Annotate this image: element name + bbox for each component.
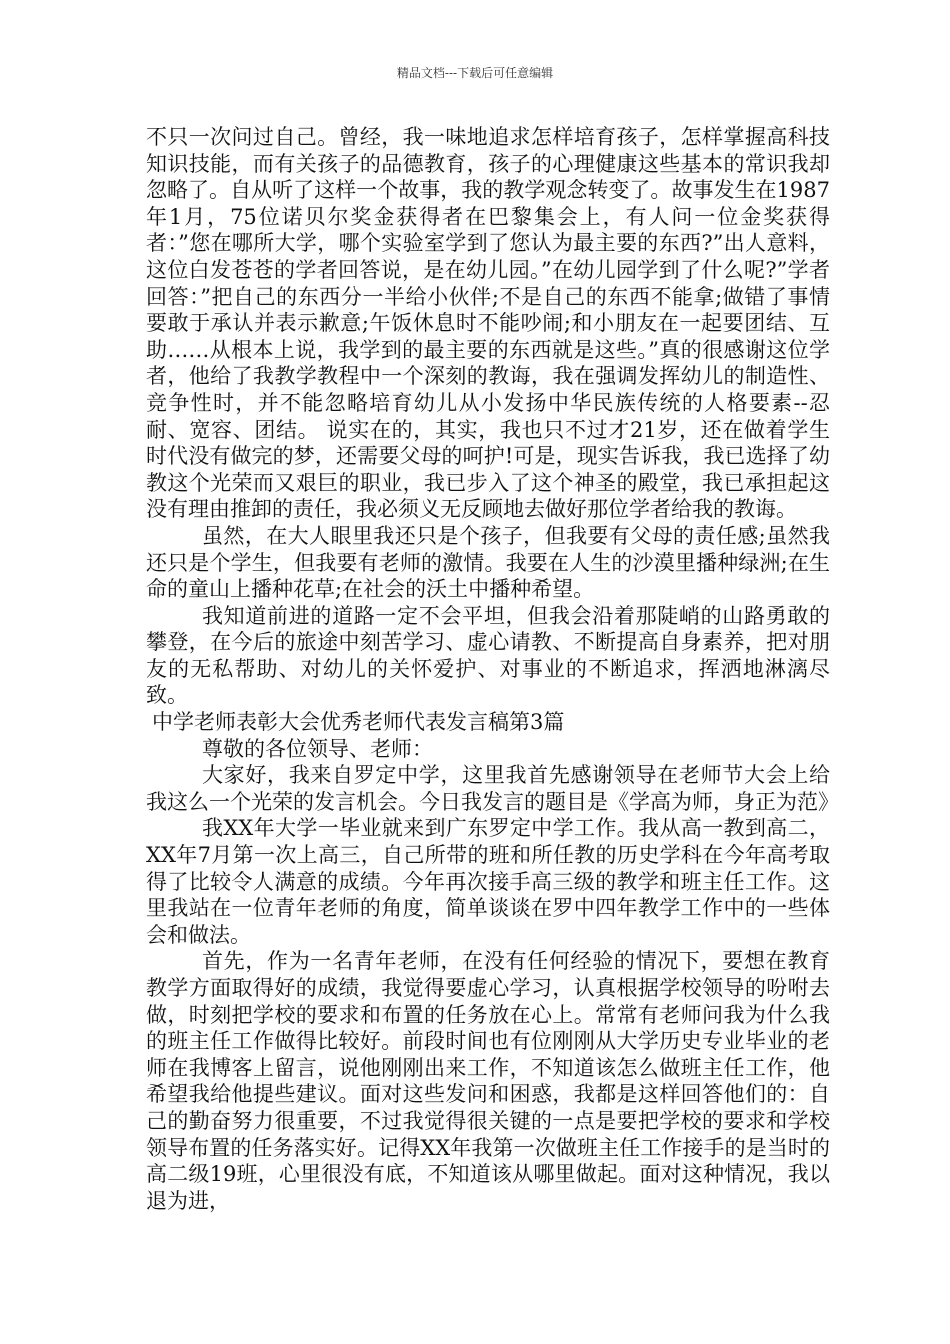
page-header: 精品文档---下载后可任意编辑 — [396, 66, 554, 80]
body-paragraph: 大家好，我来自罗定中学，这里我首先感谢领导在老师节大会上给我这么一个光荣的发言机会。今日我发言的题目是《学高为师，身正为范》 — [146, 763, 839, 814]
body-paragraph: 不只一次问过自己。曾经，我一味地追求怎样培育孩子，怎样掌握高科技知识技能，而有关孩子的品德教育，孩子的心理健康这些基本的常识我却忽略了。自从听了这样一个故事，我的教学观念转变了。故事发生在1987年1月，75位诺贝尔奖金获得者在巴黎集会上，有人问一位金奖获得者：”您在哪所大学，哪个实验室学到了您认为最主要的东西?”出人意料，这位白发苍苍的学者回答说，是在幼儿园。”在幼儿园学到了什么呢?”学者回答：”把自己的东西分一半给小伙伴;不是自己的东西不能拿;做错了事情要敢于承认并表示歉意;午饭休息时不能吵闹;和小朋友在一起要团结、互助……从根本上说，我学到的最主要的东西就是这些。”真的很感谢这位学者，他给了我教学教程中一个深刻的教诲，我在强调发挥幼儿的制造性、竞争性时，并不能忽略培育幼儿从小发扬中华民族传统的人格要素--忍耐、宽容、团结。 说实在的，其实，我也只不过才21岁，还在做着学生时代没有做完的梦，还需要父母的呵护!可是，现实告诉我，我已选择了幼教这个光荣而又艰巨的职业，我已步入了这个神圣的殿堂，我已承担起这没有理由推卸的责任，我必须义无反顾地去做好那位学者给我的教诲。 — [146, 125, 830, 522]
body-paragraph: 首先，作为一名青年老师，在没有任何经验的情况下，要想在教育教学方面取得好的成绩，我觉得要虚心学习，认真根据学校领导的吩咐去做，时刻把学校的要求和布置的任务放在心上。常常有老师问我为什么我的班主任工作做得比较好。前段时间也有位刚刚从大学历史专业毕业的老师在我博客上留言，说他刚刚出来工作，不知道该怎么做班主任工作，他希望我给他提些建议。面对这些发问和困惑，我都是这样回答他们的：自己的勤奋努力很重要，不过我觉得很关键的一点是要把学校的要求和学校领导布置的任务落实好。记得XX年我第一次做班主任工作接手的是当时的高二级19班，心里很没有底，不知道该从哪里做起。面对这种情况，我以退为进， — [146, 949, 830, 1213]
body-paragraph: 我知道前进的道路一定不会平坦，但我会沿着那陡峭的山路勇敢的攀登，在今后的旅途中刻苦学习、虚心请教、不断提高自身素养，把对朋友的无私帮助、对幼儿的关怀爱护、对事业的不断追求，挥洒地淋漓尽致。 — [146, 603, 830, 708]
body-paragraph: 虽然，在大人眼里我还只是个孩子，但我要有父母的责任感;虽然我还只是个学生，但我要有老师的激情。我要在人生的沙漠里播种绿洲;在生命的童山上播种花草;在社会的沃土中播种希望。 — [146, 523, 830, 602]
section-heading: 中学老师表彰大会优秀老师代表发言稿第3篇 — [152, 710, 565, 735]
document-body — [146, 124, 839, 1214]
body-paragraph: 我XX年大学一毕业就来到广东罗定中学工作。我从高一教到高二，XX年7月第一次上高三，自己所带的班和所任教的历史学科在今年高考取得了比较令人满意的成绩。今年再次接手高三级的教学和班主任工作。这里我站在一位青年老师的角度，简单谈谈在罗中四年教学工作中的一些体会和做法。 — [146, 816, 830, 947]
salutation: 尊敬的各位领导、老师： — [202, 736, 433, 761]
